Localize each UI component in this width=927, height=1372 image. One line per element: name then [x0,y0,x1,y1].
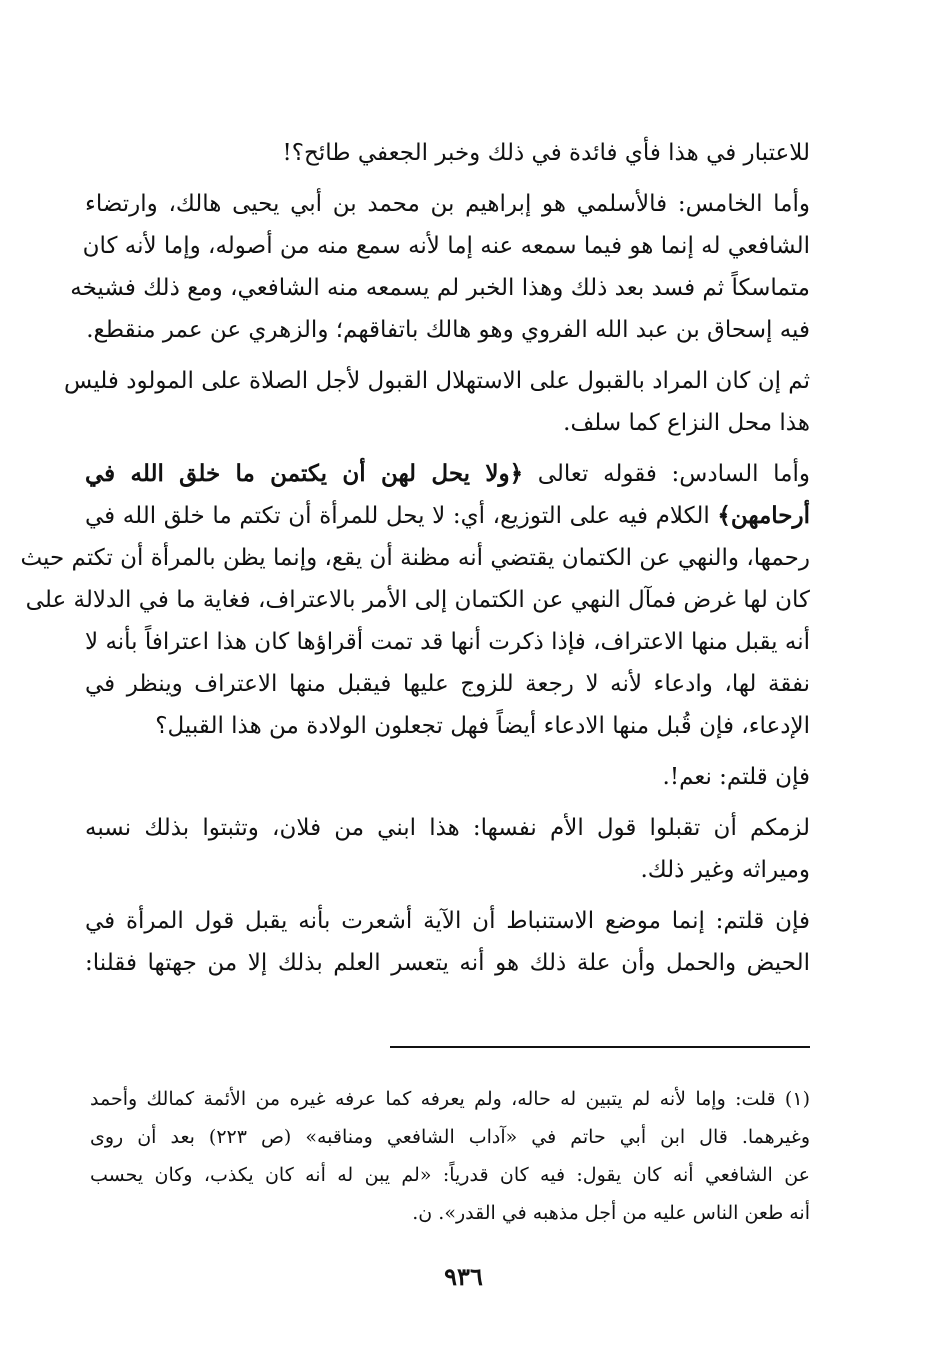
main-text [20,132,811,993]
text-line: نفقة لها، وادعاء لأنه لا رجعة للزوج عليها فيقبل منها الاعتراف وينظر في [85,671,810,697]
text-line: فإن قلتم: نعم!. [662,764,810,790]
paragraph-6 [85,807,810,891]
text-line: رحمها، والنهي عن الكتمان يقتضي أنه مظنة أن يقع، وإنما يظن بالمرأة أن تكتم حيث [20,545,810,571]
text-line: فإن قلتم: إنما موضع الاستنباط أن الآية أشعرت بأنه يقبل قول المرأة في [85,908,810,934]
text-fragment: الكلام فيه على التوزيع، أي: لا يحل للمرأة أن تكتم ما خلق الله في [85,503,710,529]
paragraph-3 [64,360,810,444]
text-fragment: متماسكاً ثم فسد بعد ذلك [570,275,810,301]
quran-verse: ﴿ولا يحل لهن أن يكتمن ما خلق الله في [85,460,524,487]
footnote-separator [390,1046,810,1048]
footnotes [90,1080,810,1232]
footnote-line: عن الشافعي أنه كان يقول: فيه كان قدرياً: «لم يبن له أنه كان يكذب، وكان يحسب [90,1164,810,1186]
text-line: ثم إن كان المراد بالقبول على الاستهلال القبول لأجل الصلاة على المولود فليس [64,368,810,394]
text-fragment: وهذا الخبر لم يسمعه منه الشافعي، ومع ذلك فشيخه [70,275,564,301]
text-line: هذا محل النزاع كما سلف. [563,410,810,436]
text-fragment: وأما السادس: فقوله تعالى [537,461,810,487]
text-line: فيه إسحاق بن عبد الله الفروي وهو هالك باتفاقهم؛ والزهري عن عمر منقطع. [86,317,810,343]
footnote-line: وغيرهما. قال ابن أبي حاتم في «آداب الشافعي ومناقبه» (ص ٢٢٣) بعد أن روى [90,1126,810,1148]
text-line: وأما الخامس: فالأسلمي هو إبراهيم بن محمد بن أبي يحيى هالك، وارتضاء [85,191,810,217]
text-line: لزمكم أن تقبلوا قول الأم نفسها: هذا ابني من فلان، وتثبتوا بذلك نسبه [85,815,810,841]
text-line: الحيض والحمل وأن علة ذلك هو أنه يتعسر العلم بذلك إلا من جهتها فقلنا: [85,950,810,976]
text-line: وميراثه وغير ذلك. [640,857,810,883]
page-number: ٩٣٦ [444,1262,483,1291]
footnote-line: (١) قلت: وإما لأنه لم يتبين له حاله، ولم يعرفه كما عرفه غيره من الأئمة كمالك وأحمد [90,1088,810,1110]
text-line: أنه يقبل منها الاعتراف، فإذا ذكرت أنها قد تمت أقراؤها كان هذا اعترافاً بأنه لا [85,629,810,655]
text-line: الإدعاء، فإن قُبل منها الادعاء أيضاً فهل تجعلون الولادة من هذا القبيل؟ [155,713,810,739]
paragraph-5 [85,756,810,798]
text-line: كان لها غرض فمآل النهي عن الكتمان إلى الأمر بالاعتراف، فغاية ما في الدلالة على [25,587,810,613]
quran-verse-end: أرحامهن [730,502,811,529]
paragraph-1 [85,132,810,174]
text-line-with-quran [85,495,810,537]
paragraph-2 [70,183,810,351]
text-line-with-footnote [70,267,810,309]
paragraph-7 [85,900,810,984]
text-line-with-quran [85,453,810,495]
quran-bracket: ﴾ [717,502,731,529]
footnote-line: أنه طعن الناس عليه من أجل مذهبه في القدر». ن. [412,1202,810,1224]
text-line: الشافعي له إنما هو فيما سمعه عنه إما لأنه سمع منه من أصوله، وإما لأنه كان [82,233,810,259]
text-line: للاعتبار في هذا فأي فائدة في ذلك وخبر الجعفي طائح؟! [282,140,810,166]
paragraph-4 [20,453,811,747]
